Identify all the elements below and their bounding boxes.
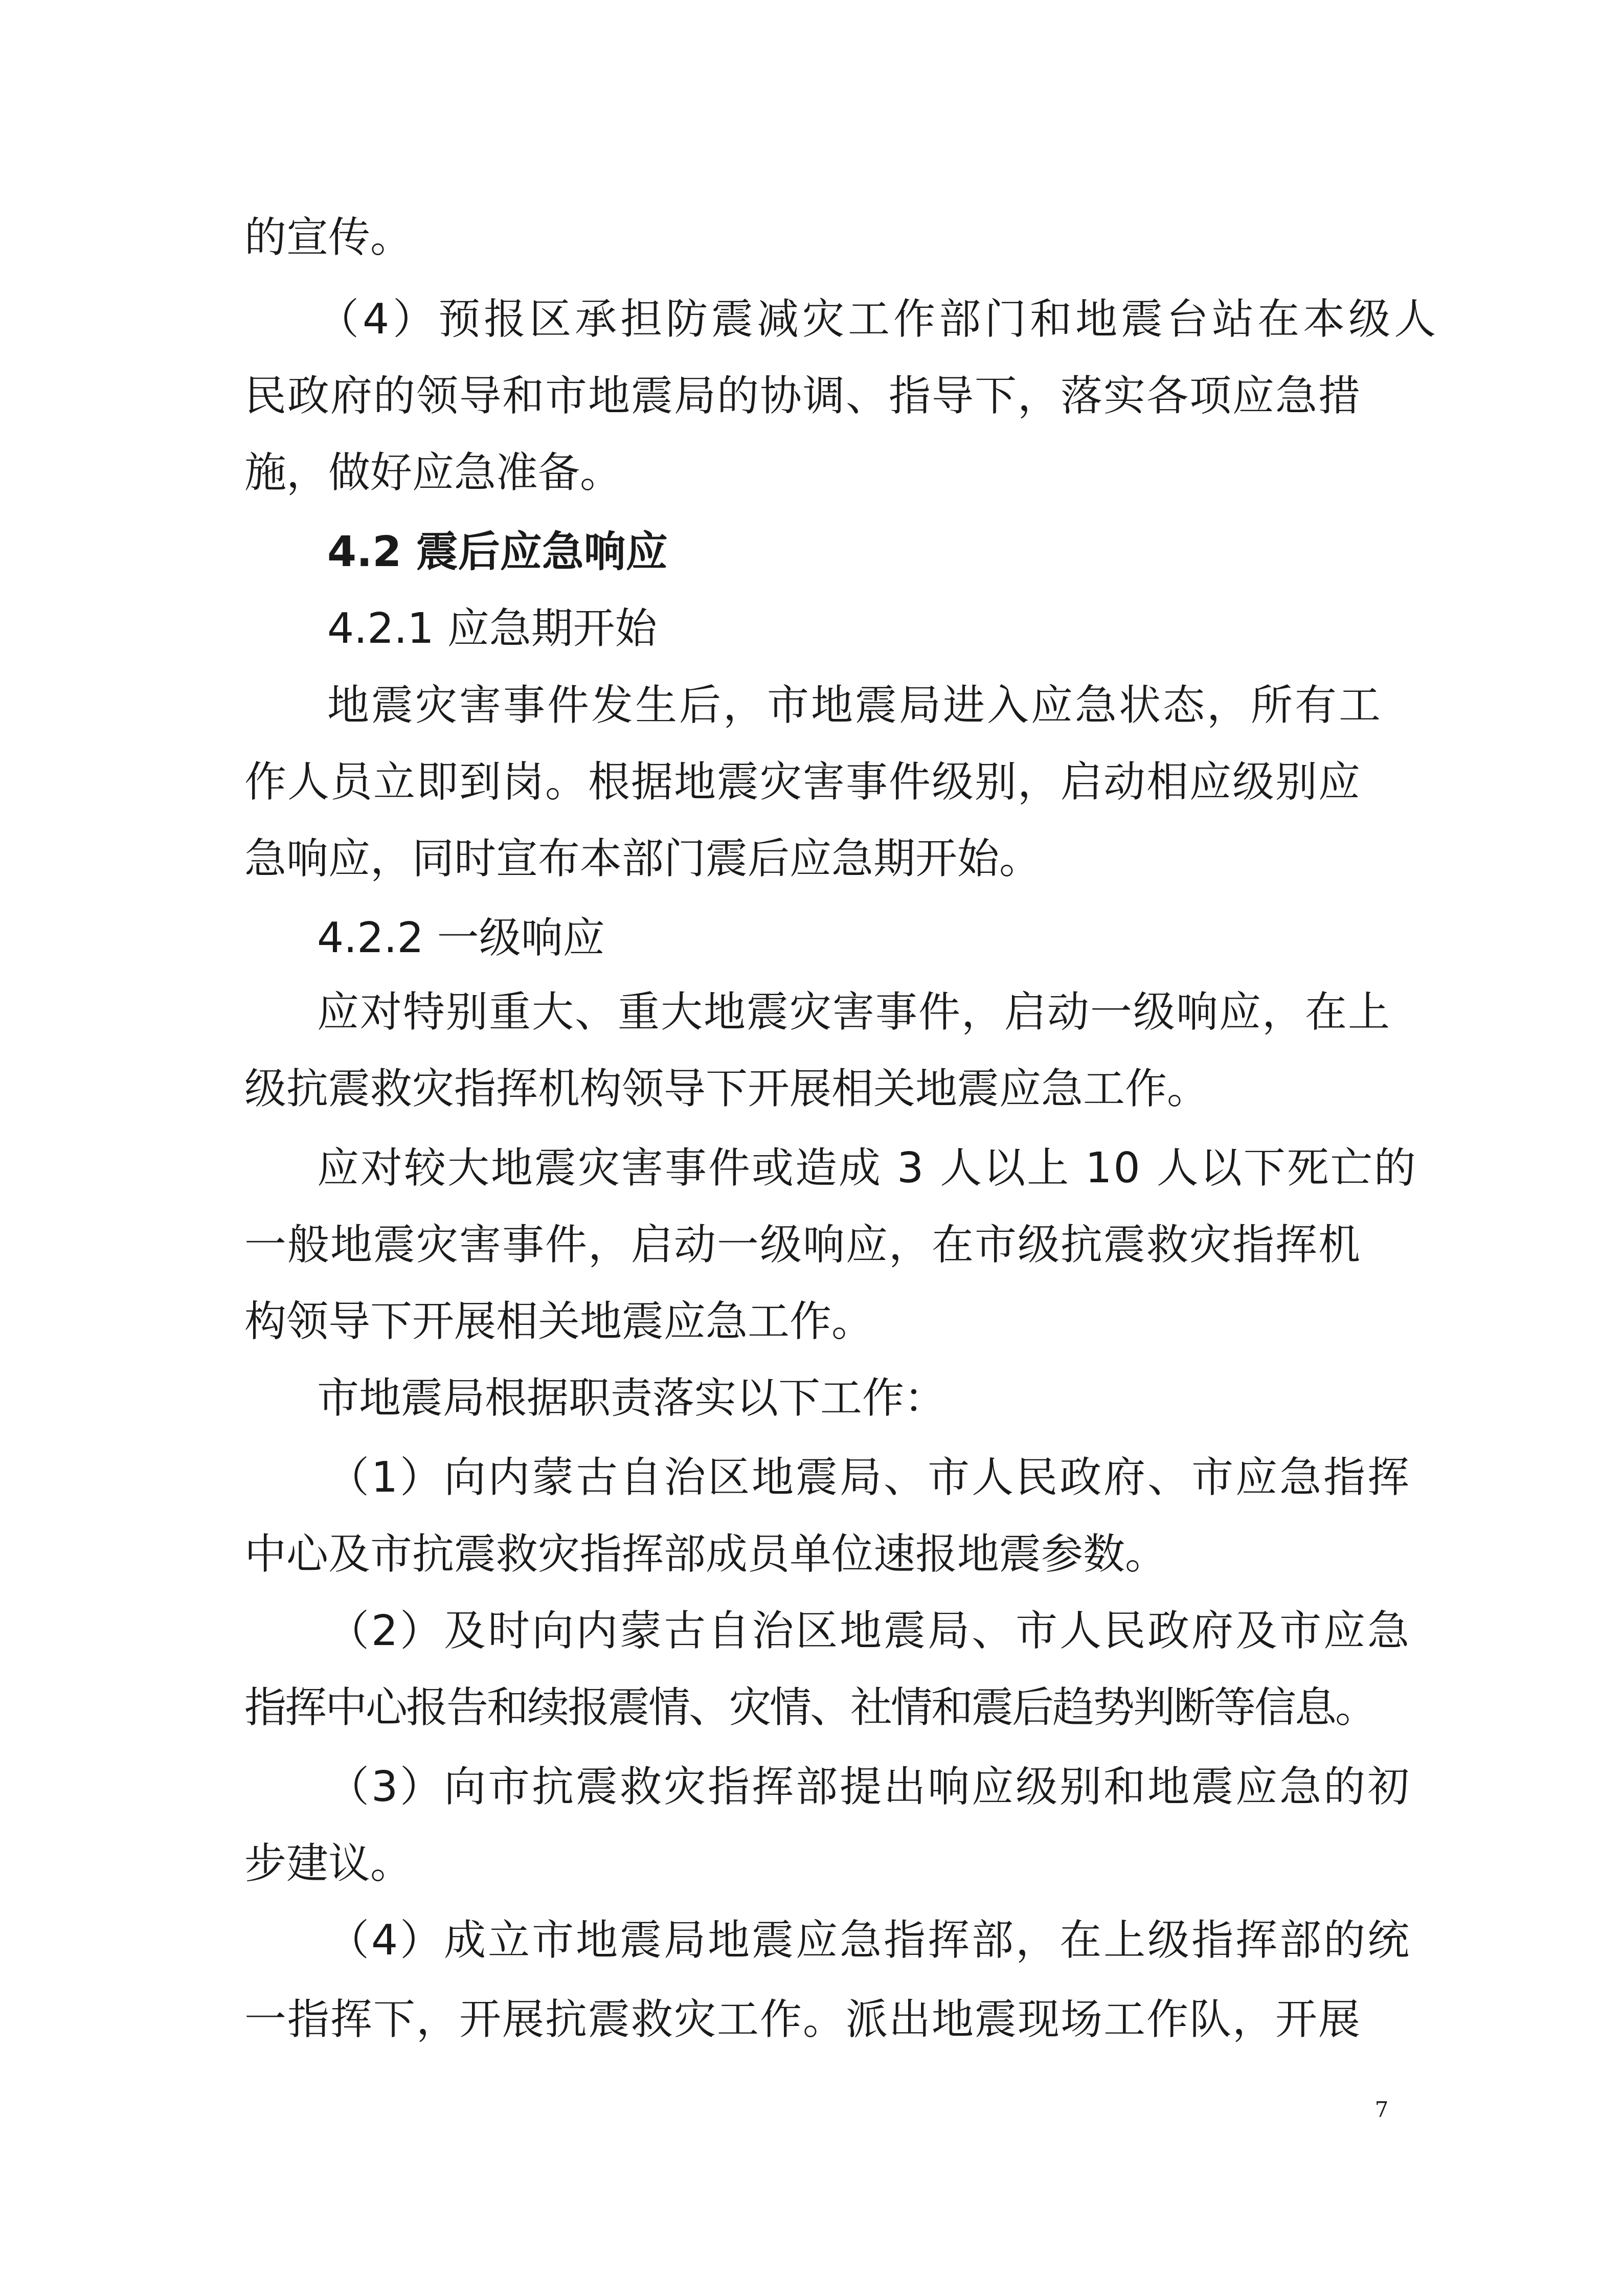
text-line-content: 步建议。 [244, 1839, 413, 1888]
text-line [0, 747, 1623, 818]
text-line-content: 构领导下开展相关地震应急工作。 [244, 1297, 874, 1346]
text-line-content: （3）向市抗震救灾指挥部提出响应级别和地震应急的初 [327, 1763, 1412, 1811]
text-line [0, 202, 1623, 274]
text-line-content: 急响应，同时宣布本部门震后应急期开始。 [244, 835, 1042, 883]
subsection-heading [0, 593, 1623, 665]
text-line [0, 1984, 1623, 2056]
text-line-content: （4）预报区承担防震减灾工作部门和地震台站在本级人 [317, 295, 1440, 344]
text-line-content: 的宣传。 [244, 213, 413, 262]
text-line-content: 地震灾害事件发生后，市地震局进入应急状态，所有工 [327, 681, 1383, 730]
text-line [0, 1595, 1623, 1667]
text-line-content: 施，做好应急准备。 [244, 448, 622, 497]
text-line [0, 284, 1623, 355]
text-line [0, 823, 1623, 895]
text-line-content: 指挥中心报告和续报震情、灾情、社情和震后趋势判断等信息。 [244, 1683, 1376, 1732]
text-line-content: 级抗震救灾指挥机构领导下开展相关地震应急工作。 [244, 1065, 1209, 1113]
text-line [0, 1672, 1623, 1744]
text-line-content: 作人员立即到岗。根据地震灾害事件级别，启动相应级别应 [244, 758, 1362, 806]
subsection-heading [0, 903, 1623, 974]
section-heading-text: 4.2 震后应急响应 [327, 528, 668, 576]
text-line [0, 670, 1623, 741]
text-line [0, 1286, 1623, 1358]
text-line-content: （4）成立市地震局地震应急指挥部，在上级指挥部的统 [327, 1916, 1412, 1965]
page-number: 7 [1374, 2097, 1389, 2122]
text-line [0, 1053, 1623, 1125]
text-line-content: 中心及市抗震救灾指挥部成员单位速报地震参数。 [244, 1530, 1167, 1579]
text-line-content: 应对特别重大、重大地震灾害事件，启动一级响应，在上 [317, 988, 1391, 1037]
section-heading [0, 516, 1623, 588]
text-line [0, 361, 1623, 432]
text-line-content: （1）向内蒙古自治区地震局、市人民政府、市应急指挥 [327, 1453, 1412, 1502]
text-line [0, 437, 1623, 509]
text-line-content: 应对较大地震灾害事件或造成 3 人以上 10 人以下死亡的 [317, 1144, 1417, 1192]
text-line-content: 市地震局根据职责落实以下工作： [317, 1374, 946, 1423]
text-line-content: 民政府的领导和市地震局的协调、指导下，落实各项应急措 [244, 372, 1362, 420]
text-line [0, 1905, 1623, 1976]
subsection-heading-text: 4.2.1 应急期开始 [327, 604, 657, 653]
text-line [0, 1209, 1623, 1281]
text-line-content: 一指挥下，开展抗震救灾工作。派出地震现场工作队，开展 [244, 1995, 1362, 2044]
text-line [0, 1751, 1623, 1823]
text-line [0, 1133, 1623, 1204]
text-line [0, 1363, 1623, 1434]
subsection-heading-text: 4.2.2 一级响应 [317, 914, 605, 962]
text-line [0, 977, 1623, 1048]
text-line [0, 1442, 1623, 1514]
text-line-content: （2）及时向内蒙古自治区地震局、市人民政府及市应急 [327, 1607, 1412, 1655]
text-line [0, 1828, 1623, 1900]
text-line-content: 一般地震灾害事件，启动一级响应，在市级抗震救灾指挥机 [244, 1221, 1362, 1269]
text-line [0, 1519, 1623, 1590]
